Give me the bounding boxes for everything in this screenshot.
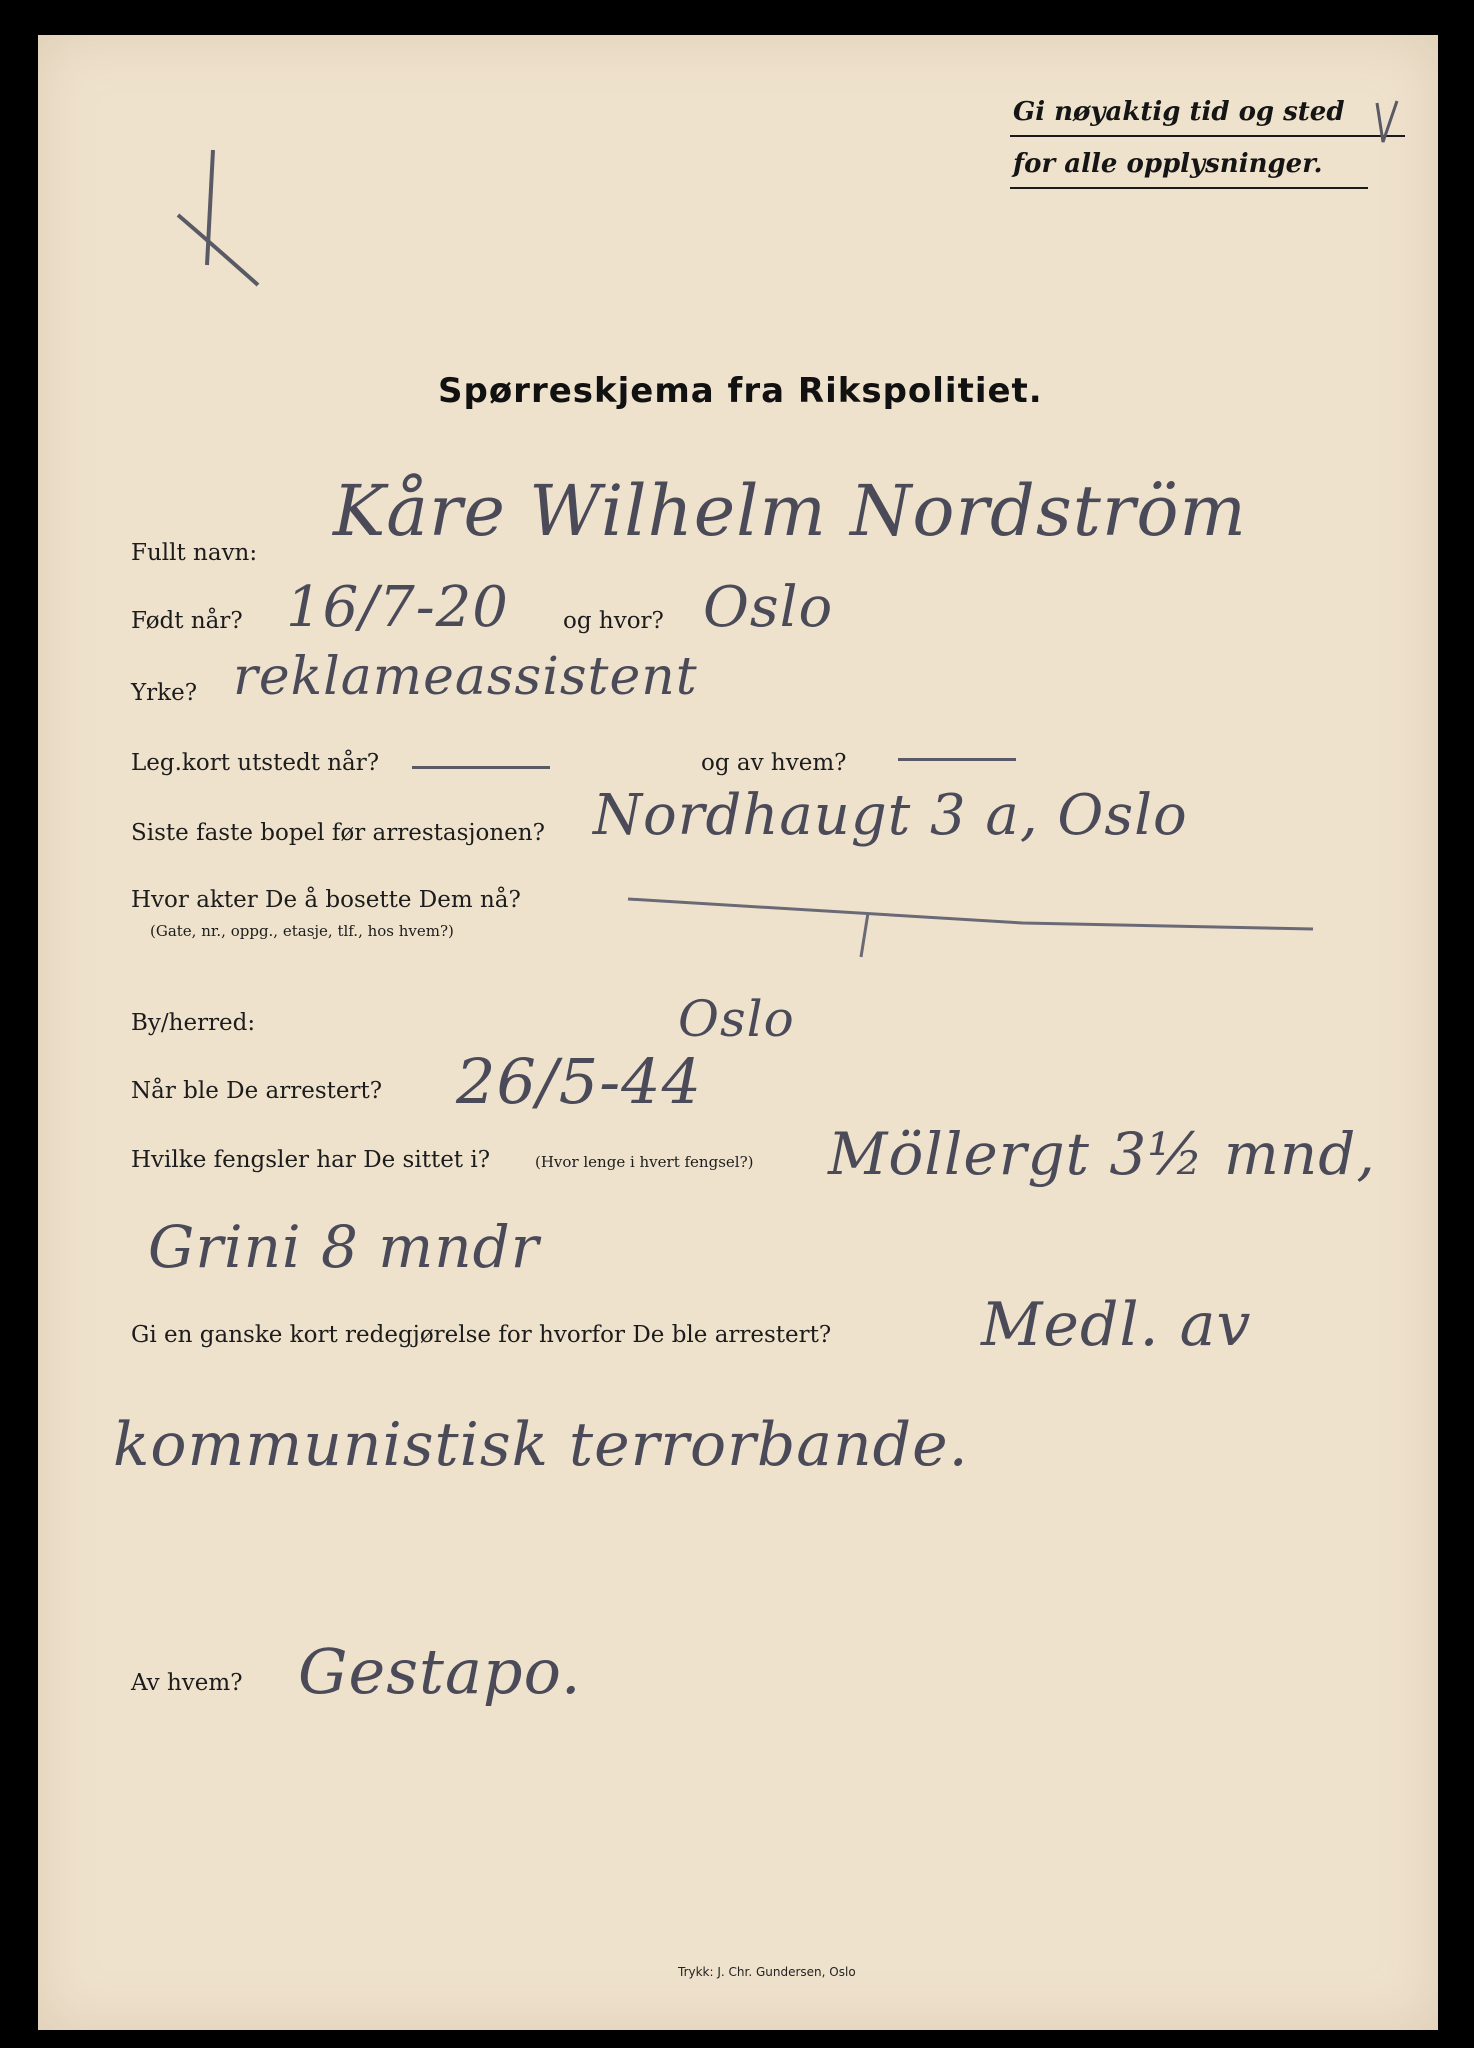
header-note-line1: Gi nøyaktig tid og sted: [1013, 97, 1345, 127]
by-whom-label: Av hvem?: [131, 1670, 243, 1696]
born-where-value: Oslo: [703, 575, 834, 640]
born-when-value: 16/7-20: [286, 575, 509, 640]
last-address-value: Nordhaugt 3 a, Oslo: [593, 783, 1188, 848]
by-whom-value: Gestapo.: [298, 1635, 582, 1708]
legkort-when-dash: [412, 766, 550, 769]
legkort-by-label: og av hvem?: [701, 750, 847, 776]
arrested-when-value: 26/5-44: [456, 1045, 703, 1118]
born-where-label: og hvor?: [563, 608, 664, 634]
legkort-when-label: Leg.kort utstedt når?: [131, 750, 380, 776]
reason-value-2: kommunistisk terrorbande.: [113, 1410, 969, 1480]
prisons-sublabel: (Hvor lenge i hvert fengsel?): [535, 1153, 754, 1171]
full-name-label: Fullt navn:: [131, 540, 258, 566]
prisons-value-1: Möllergt 3½ mnd,: [828, 1120, 1376, 1188]
full-name-value: Kåre Wilhelm Nordström: [333, 470, 1247, 552]
prisons-value-2: Grini 8 mndr: [148, 1213, 540, 1281]
header-note-rule1: [1010, 135, 1405, 137]
legkort-by-dash: [898, 758, 1016, 761]
reason-label: Gi en ganske kort redegjørelse for hvorfor De ble arrestert?: [131, 1322, 832, 1348]
prisons-label: Hvilke fengsler har De sittet i?: [131, 1147, 491, 1173]
pencil-cross-mark: [173, 145, 293, 295]
settle-sublabel: (Gate, nr., oppg., etasje, tlf., hos hvem?): [150, 922, 454, 940]
document-page: [38, 35, 1438, 2030]
arrested-when-label: Når ble De arrestert?: [131, 1078, 383, 1104]
settle-strike-line: [623, 885, 1323, 965]
city-label: By/herred:: [131, 1010, 256, 1036]
city-value: Oslo: [678, 990, 795, 1048]
settle-label: Hvor akter De å bosette Dem nå?: [131, 887, 521, 913]
occupation-value: reklameassistent: [233, 647, 698, 707]
occupation-label: Yrke?: [131, 680, 198, 706]
header-note-line2: for alle opplysninger.: [1013, 149, 1323, 179]
printer-credit: Trykk: J. Chr. Gundersen, Oslo: [678, 1965, 856, 1979]
header-note-rule2: [1010, 187, 1368, 189]
last-address-label: Siste faste bopel før arrestasjonen?: [131, 820, 545, 846]
form-title: Spørreskjema fra Rikspolitiet.: [438, 371, 1043, 411]
pencil-check-mark: [1373, 97, 1403, 157]
reason-value-1: Medl. av: [981, 1290, 1252, 1360]
born-when-label: Født når?: [131, 608, 243, 634]
